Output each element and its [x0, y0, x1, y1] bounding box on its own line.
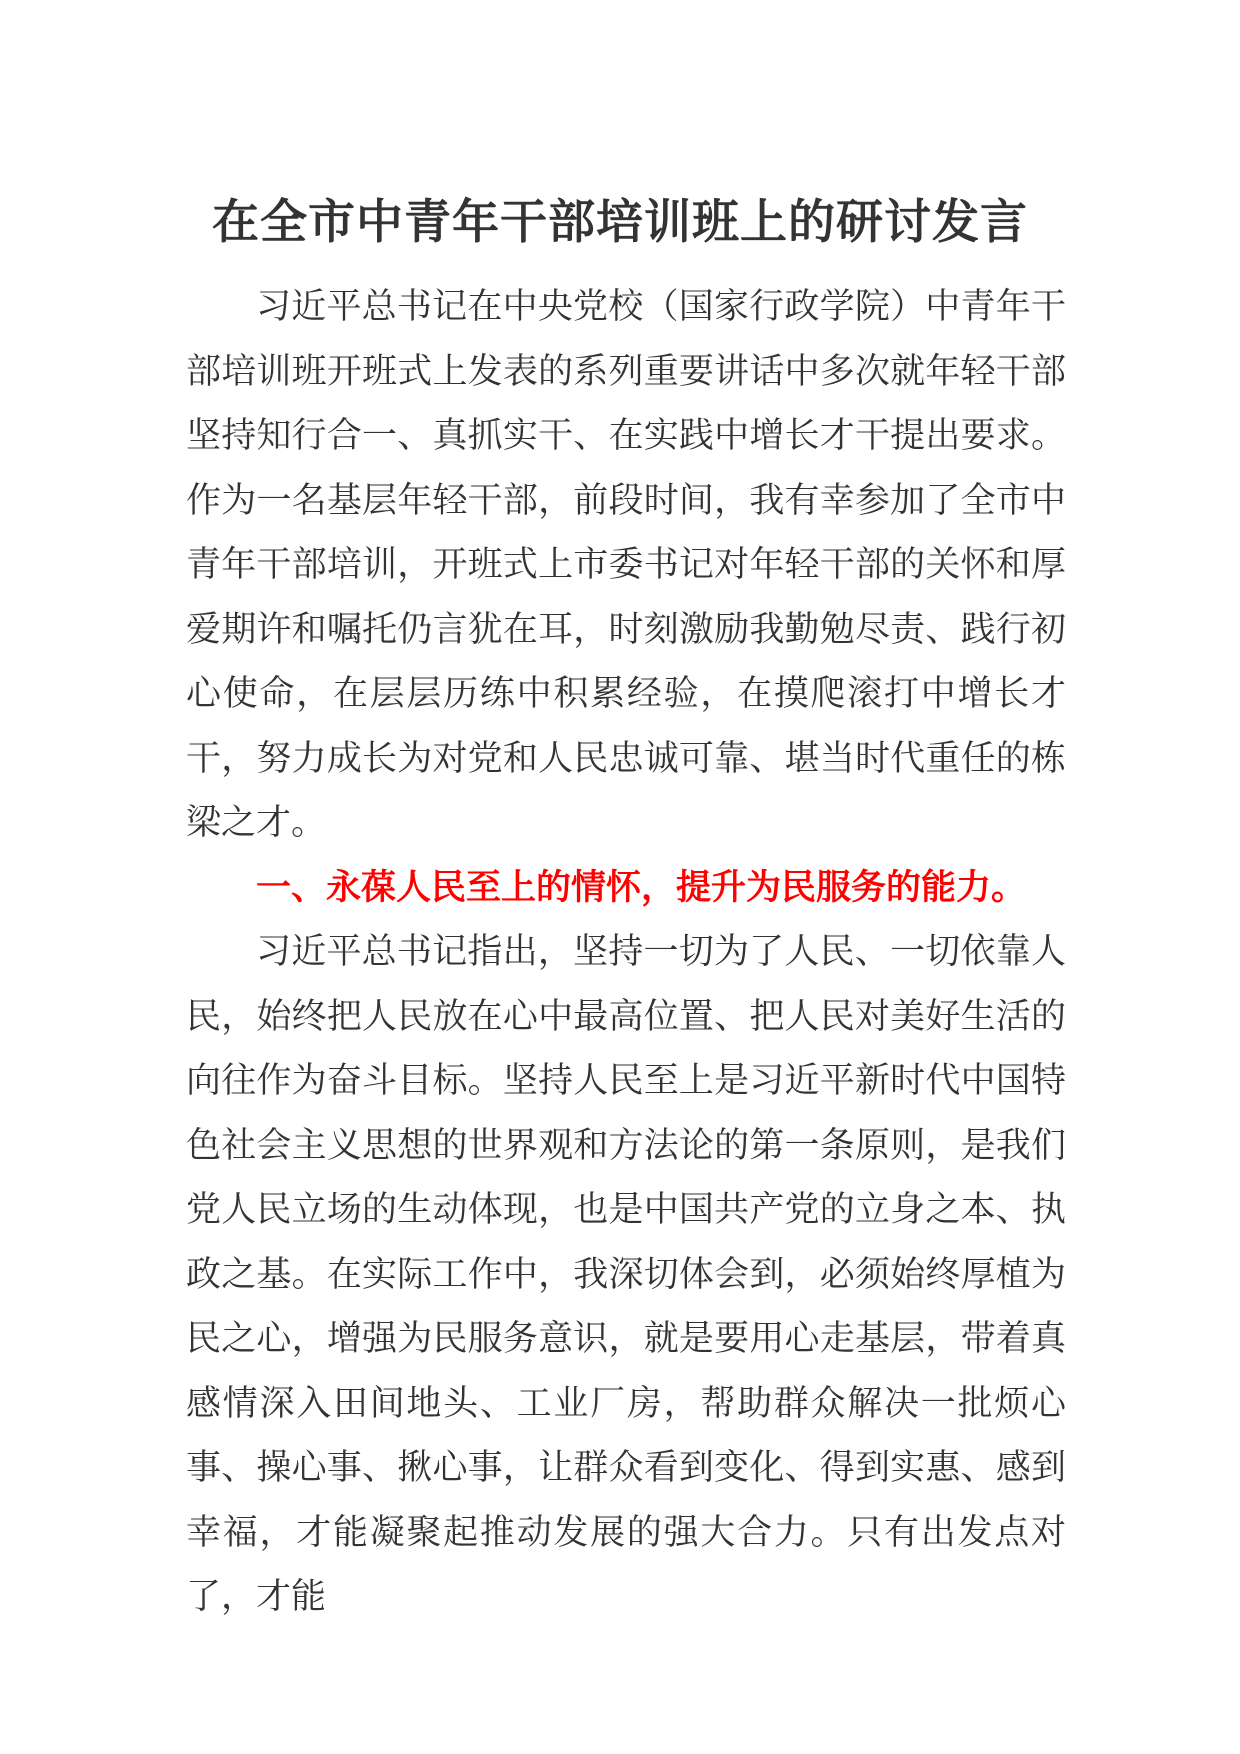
- document-title: 在全市中青年干部培训班上的研讨发言: [212, 195, 1028, 250]
- section-1-paragraph: 习近平总书记指出，坚持一切为了人民、一切依靠人民，始终把人民放在心中最高位置、把人民对美好生活的向往作为奋斗目标。坚持人民至上是习近平新时代中国特色社会主义思想的世界观和方法论的第一条原则，是我们党人民立场的生动体现，也是中国共产党的立身之本、执政之基。在实际工作中，我深切体会到，必须始终厚植为民之心，增强为民服务意识，就是要用心走基层，带着真感情深入田间地头、工业厂房，帮助群众解决一批烦心事、操心事、揪心事，让群众看到变化、得到实惠、感到幸福，才能凝聚起推动发展的强大合力。只有出发点对了，才能: [186, 932, 1066, 1617]
- section-heading-1: 一、永葆人民至上的情怀，提升为民服务的能力。: [256, 867, 1027, 908]
- intro-paragraph: 习近平总书记在中央党校（国家行政学院）中青年干部培训班开班式上发表的系列重要讲话中多次就年轻干部坚持知行合一、真抓实干、在实践中增长才干提出要求。作为一名基层年轻干部，前段时间，我有幸参加了全市中青年干部培训，开班式上市委书记对年轻干部的关怀和厚爱期许和嘱托仍言犹在耳，时刻激励我勤勉尽责、践行初心使命，在层层历练中积累经验，在摸爬滚打中增长才干，努力成长为对党和人民忠诚可靠、堪当时代重任的栋梁之才。: [186, 287, 1066, 843]
- document-body: [186, 275, 1066, 1630]
